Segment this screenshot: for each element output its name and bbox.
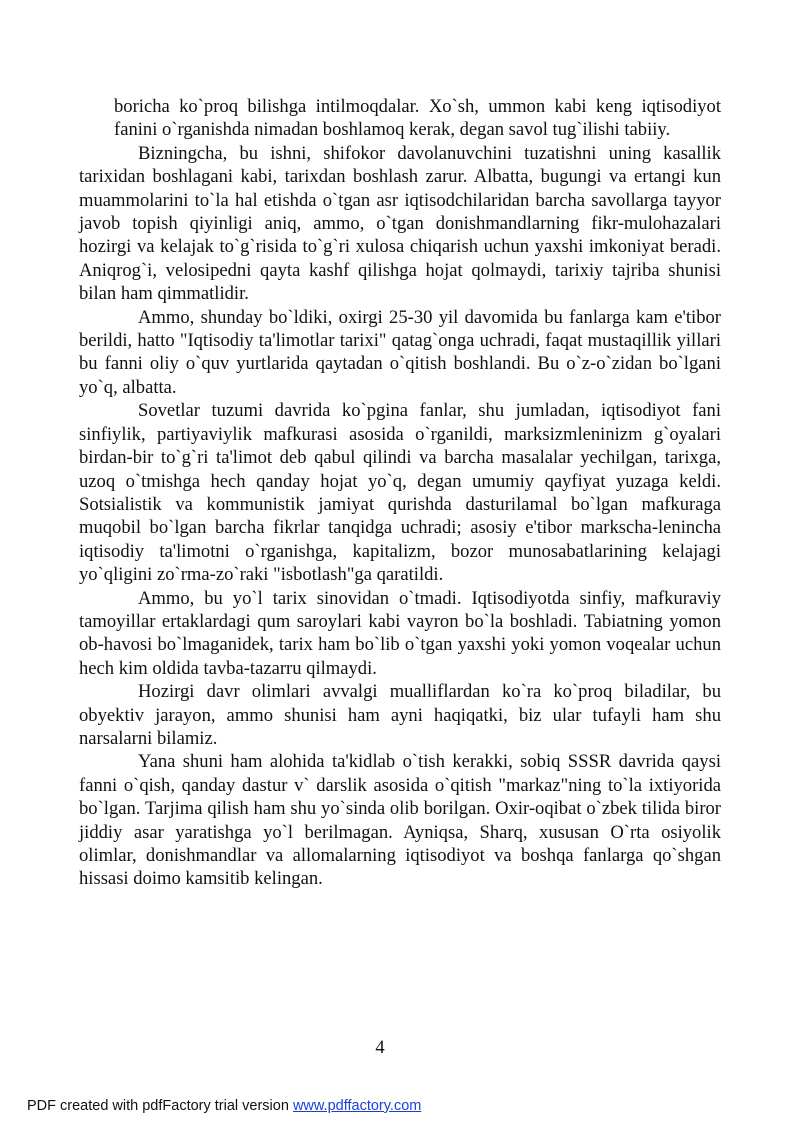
page-body: [79, 95, 721, 891]
page-number: 4: [375, 1037, 385, 1058]
pdf-footer: [27, 1098, 421, 1114]
paragraph: Ammo, shunday bo`ldiki, oxirgi 25-30 yil davomida bu fanlarga kam e'tibor berildi, hatto "Iqtisodiy ta'limotlar tarixi" qatag`onga uchradi, faqat mustaqillik yillari bu fanni oliy o`quv yurtlarida qaytadan o`qitish boshlandi. Bu o`z-o`zidan bo`lgani yo`q, albatta.: [79, 306, 721, 398]
footer-text: PDF created with pdfFactory trial version: [27, 1098, 293, 1114]
paragraph: Yana shuni ham alohida ta'kidlab o`tish kerakki, sobiq SSSR davrida qaysi fanni o`qish, qanday dastur v` darslik asosida o`qitish "markaz"ning to`la ixtiyorida bo`lgan. Tarjima qilish ham shu yo`sinda olib borilgan. Oxir-oqibat o`zbek tilida biror jiddiy asar yaratishga yo`l berilmagan. Ayniqsa, Sharq, xususan O`rta osiyolik olimlar, donishmandlar va allomalarning iqtisodiyot va boshqa fanlarga qo`shgan hissasi doimo kamsitib kelingan.: [79, 751, 721, 890]
paragraph: Sovetlar tuzumi davrida ko`pgina fanlar, shu jumladan, iqtisodiyot fani sinfiylik, partiyaviylik mafkurasi asosida o`rganildi, marksizmleninizm g`oyalari birdan-bir to`g`ri ta'limot deb qabul qilindi va barcha masalalar yechilgan, tarixga, uzoq o`tmishga hech qanday hojat yo`q, degan umumiy qayfiyat yuzaga keldi. Sotsialistik va kommunistik jamiyat qurishda dasturilamal bo`lgan mafkuraga muqobil bo`lgan barcha fikrlar tanqidga uchradi; asosiy e'tibor markscha-lenincha iqtisodiy ta'limotni o`rganishga, kapitalizm, bozor munosabatlarining kelajagi yo`qligini zo`rma-zo`raki "isbotlash"ga qaratildi.: [79, 400, 721, 586]
paragraph: Hozirgi davr olimlari avvalgi mualliflardan ko`ra ko`proq biladilar, bu obyektiv jarayon, ammo shunisi ham ayni haqiqatki, biz ular tufayli ham shu narsalarni bilamiz.: [79, 681, 721, 749]
paragraph: Ammo, bu yo`l tarix sinovidan o`tmadi. Iqtisodiyotda sinfiy, mafkuraviy tamoyillar ertaklardagi qum saroylari kabi vayron bo`la boshladi. Tabiatning yomon ob-havosi bo`lmaganidek, tarix ham bo`lib o`tgan yaxshi yoki yomon voqealar uchun hech kim oldida tavba-tazarru qilmaydi.: [79, 587, 721, 679]
paragraph: Bizningcha, bu ishni, shifokor davolanuvchini tuzatishni uning kasallik tarixidan boshlagani kabi, tarixdan boshlash zarur. Albatta, bugungi va ertangi kun muammolarini to`la hal etishda o`tgan asr iqtisodchilaridan barcha savollarga tayyor javob topish qiyinligi aniq, ammo, o`tgan donishmandlarning fikr-mulohazalari hozirgi va kelajak to`g`risida to`g`ri xulosa chiqarish uchun yaxshi imkoniyat beradi. Aniqrog`i, velosipedni qayta kashf qilishga hojat qolmaydi, tarixiy tajriba shunisi bilan ham qimmatlidir.: [79, 142, 721, 305]
paragraph-continuation: boricha ko`proq bilishga intilmoqdalar. Xo`sh, ummon kabi keng iqtisodiyot fanini o`rganishda nimadan boshlamoq kerak, degan savol tug`ilishi tabiiy.: [114, 96, 721, 141]
pdffactory-link[interactable]: www.pdffactory.com: [292, 1098, 422, 1114]
